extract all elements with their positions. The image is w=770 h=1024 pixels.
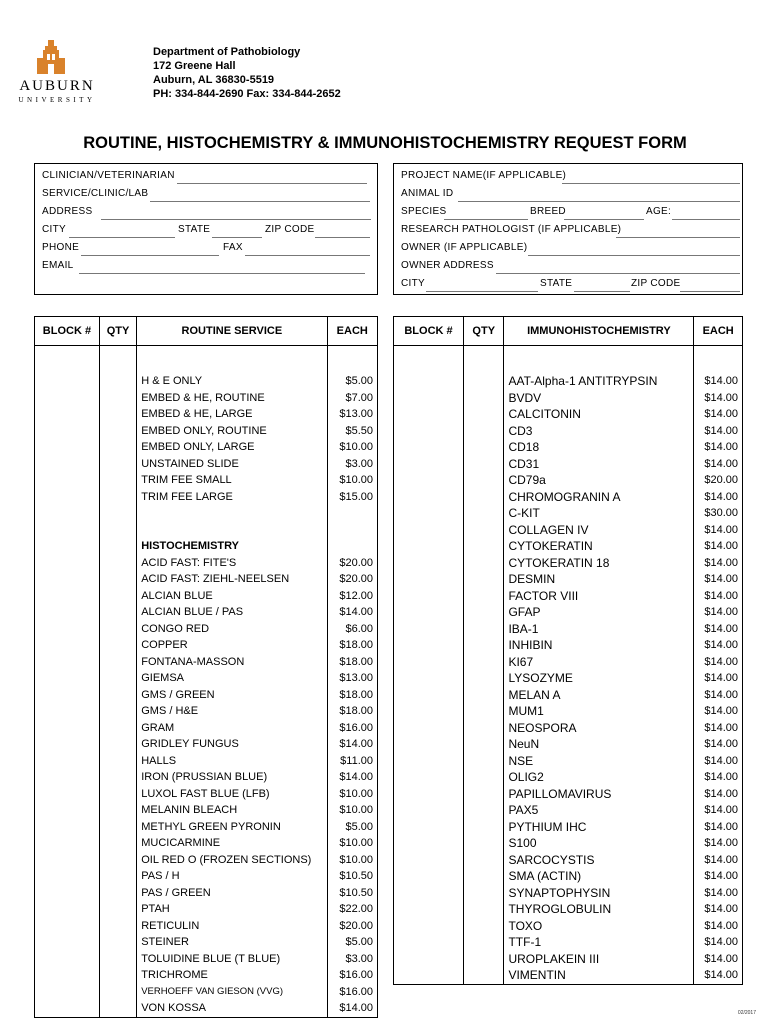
ihc-price: $14.00 — [704, 457, 738, 470]
ihc-item: S100 — [508, 836, 537, 850]
block-header: BLOCK # — [35, 317, 100, 346]
email-label: EMAIL — [42, 260, 74, 271]
histochemistry-price: $16.00 — [339, 721, 373, 734]
address-label: ADDRESS — [42, 206, 93, 217]
ihc-item: SYNAPTOPHYSIN — [508, 885, 611, 900]
histochemistry-price: $16.00 — [339, 969, 373, 981]
fax-field[interactable] — [245, 255, 370, 256]
block-column-cell[interactable] — [35, 346, 100, 1018]
clinician-info-box — [34, 163, 378, 295]
histochemistry-price: $20.00 — [339, 556, 373, 569]
spacer-row — [328, 538, 377, 555]
histochemistry-price: $10.00 — [339, 804, 373, 816]
ihc-item: MELAN A — [508, 687, 561, 702]
department-address — [153, 45, 341, 101]
logo-wordmark: AUBURN — [19, 78, 95, 94]
ihc-item: CD18 — [508, 440, 540, 454]
ihc-item: CHROMOGRANIN A — [508, 489, 621, 504]
ihc-item: UROPLAKEIN III — [508, 951, 600, 966]
ihc-price: $14.00 — [704, 655, 738, 668]
ihc-price: $14.00 — [704, 936, 738, 948]
histochemistry-price: $14.00 — [339, 738, 373, 750]
ihc-price: $14.00 — [704, 705, 738, 717]
ihc-item: PAX5 — [508, 803, 539, 817]
state-field[interactable] — [212, 237, 262, 238]
ihc-price: $14.00 — [704, 606, 738, 618]
ihc-price: $14.00 — [704, 837, 738, 849]
pathologist-field[interactable] — [616, 237, 740, 238]
routine-service-price: $5.50 — [345, 424, 373, 437]
histochemistry-item: PAS / H — [141, 870, 180, 882]
ihc-price-list — [694, 346, 743, 985]
ihc-price: $14.00 — [704, 787, 738, 800]
histochemistry-price: $20.00 — [339, 573, 373, 585]
ihc-item: CD3 — [508, 423, 533, 438]
histochemistry-price: $14.00 — [339, 1002, 373, 1014]
project-info-box — [393, 163, 743, 295]
spacer-row — [137, 522, 326, 539]
histochemistry-item: METHYL GREEN PYRONIN — [141, 820, 281, 833]
histochemistry-price: $3.00 — [345, 952, 373, 965]
ihc-item: PYTHIUM IHC — [508, 819, 587, 834]
routine-service-item: EMBED ONLY, ROUTINE — [141, 424, 267, 437]
owner-city-field[interactable] — [426, 291, 538, 292]
histochemistry-price: $22.00 — [339, 903, 373, 915]
ihc-block-column-cell[interactable] — [394, 346, 464, 985]
ihc-price: $14.00 — [704, 672, 738, 684]
ihc-item: THYROGLOBULIN — [508, 902, 612, 916]
ihc-price: $14.00 — [704, 408, 738, 420]
ihc-price: $14.00 — [704, 556, 738, 569]
ihc-item: KI67 — [508, 654, 534, 669]
histochemistry-price: $18.00 — [339, 705, 373, 717]
histochemistry-price: $11.00 — [340, 754, 373, 767]
ihc-price: $14.00 — [704, 375, 738, 387]
qty-column-cell[interactable] — [99, 346, 136, 1018]
ihc-item: CD79a — [508, 473, 546, 487]
ihc-price: $14.00 — [704, 573, 738, 585]
ihc-item: TOXO — [508, 918, 543, 933]
city-field[interactable] — [69, 237, 175, 238]
breed-label: BREED — [530, 206, 566, 217]
histochemistry-item: CONGO RED — [141, 622, 210, 635]
owner-state-label: STATE — [540, 278, 573, 289]
ihc-price: $14.00 — [704, 952, 738, 965]
histochemistry-item: GMS / H&E — [141, 705, 199, 717]
routine-service-item: TRIM FEE LARGE — [141, 490, 233, 503]
state-label: STATE — [178, 224, 211, 235]
department-name: Department of Pathobiology — [153, 46, 301, 58]
service-label: SERVICE/CLINIC/LAB — [42, 188, 149, 199]
ihc-price: $14.00 — [704, 490, 738, 503]
histochemistry-item: OIL RED O (FROZEN SECTIONS) — [141, 853, 312, 866]
histochemistry-item: PAS / GREEN — [141, 886, 211, 899]
phone-label: PHONE — [42, 242, 80, 253]
owner-address-field[interactable] — [496, 273, 740, 274]
age-field[interactable] — [672, 219, 740, 220]
histochemistry-item: ACID FAST: FITE'S — [141, 556, 237, 569]
ihc-price: $14.00 — [704, 886, 738, 899]
animal-id-label: ANIMAL ID — [401, 188, 454, 199]
ihc-item: VIMENTIN — [508, 968, 566, 982]
logo-subtitle: UNIVERSITY — [18, 96, 96, 104]
histochemistry-item: IRON (PRUSSIAN BLUE) — [141, 771, 268, 783]
histochemistry-price: $10.50 — [339, 886, 373, 899]
animal-id-field[interactable] — [458, 201, 740, 202]
spacer-row — [328, 505, 377, 522]
qty-header: QTY — [99, 317, 136, 346]
histochemistry-item: TOLUIDINE BLUE (T BLUE) — [141, 952, 281, 965]
ihc-item: PAPILLOMAVIRUS — [508, 786, 612, 801]
histochemistry-item: VERHOEFF VAN GIESON (VVG) — [141, 985, 284, 997]
service-field[interactable] — [150, 201, 370, 202]
ihc-item: CALCITONIN — [508, 407, 581, 421]
fax-label: FAX — [223, 242, 243, 253]
histochemistry-item: ALCIAN BLUE — [141, 589, 213, 602]
age-label: AGE: — [646, 206, 672, 217]
ihc-item: CD31 — [508, 456, 540, 471]
clinician-label: CLINICIAN/VETERINARIAN — [42, 170, 175, 181]
ihc-table — [393, 316, 743, 985]
histochemistry-item: ALCIAN BLUE / PAS — [141, 606, 244, 618]
ihc-price: $14.00 — [704, 754, 738, 767]
ihc-item: NSE — [508, 753, 534, 768]
histochemistry-item: FONTANA-MASSON — [141, 655, 245, 668]
routine-service-item: EMBED ONLY, LARGE — [141, 441, 255, 453]
ihc-item: IBA-1 — [508, 621, 539, 636]
histochemistry-item: HALLS — [141, 754, 177, 767]
ihc-item: FACTOR VIII — [508, 588, 579, 603]
histochemistry-price: $10.00 — [339, 787, 373, 800]
histochemistry-header: HISTOCHEMISTRY — [141, 540, 240, 552]
histochemistry-price: $18.00 — [339, 639, 373, 651]
ihc-price: $14.00 — [704, 523, 738, 536]
histochemistry-price: $20.00 — [339, 919, 373, 932]
ihc-price: $14.00 — [704, 903, 738, 915]
histochemistry-item: MUCICARMINE — [141, 837, 221, 849]
ihc-item: AAT-Alpha-1 ANTITRYPSIN — [508, 374, 658, 388]
zip-label: ZIP CODE — [265, 224, 315, 235]
ihc-price: $14.00 — [704, 540, 738, 552]
histochemistry-price: $10.50 — [339, 870, 373, 882]
routine-service-item: UNSTAINED SLIDE — [141, 457, 239, 470]
ihc-qty-header: QTY — [464, 317, 504, 346]
ihc-item: DESMIN — [508, 572, 556, 586]
histochemistry-price: $12.00 — [339, 589, 373, 602]
ihc-item: BVDV — [508, 390, 542, 405]
ihc-price: $14.00 — [704, 870, 738, 882]
ihc-item: SMA (ACTIN) — [508, 869, 582, 883]
ihc-price: $14.00 — [704, 969, 738, 981]
ihc-block-header: BLOCK # — [394, 317, 464, 346]
ihc-item: LYSOZYME — [508, 671, 573, 685]
routine-service-list — [137, 346, 327, 1018]
owner-address-label: OWNER ADDRESS — [401, 260, 494, 271]
footer-date: 02/2017 — [737, 1010, 756, 1016]
spacer-row — [137, 505, 326, 522]
histochemistry-item: ACID FAST: ZIEHL-NEELSEN — [141, 573, 290, 585]
department-city: Auburn, AL 36830-5519 — [153, 74, 275, 86]
ihc-item: NeuN — [508, 737, 540, 751]
routine-service-price: $5.00 — [345, 375, 373, 387]
routine-service-item: EMBED & HE, LARGE — [141, 408, 253, 420]
ihc-item: MUM1 — [508, 704, 544, 718]
ihc-item: CYTOKERATIN 18 — [508, 555, 610, 570]
owner-zip-label: ZIP CODE — [631, 278, 681, 289]
histochemistry-price: $14.00 — [339, 606, 373, 618]
owner-zip-field[interactable] — [680, 291, 740, 292]
ihc-price: $14.00 — [704, 688, 738, 701]
histochemistry-item: LUXOL FAST BLUE (LFB) — [141, 787, 270, 800]
spacer-row — [328, 522, 377, 539]
ihc-item: GFAP — [508, 605, 541, 619]
ihc-price: $14.00 — [704, 441, 738, 453]
ihc-item: INHIBIN — [508, 638, 553, 652]
histochemistry-item: GRAM — [141, 721, 175, 734]
ihc-service-list — [504, 346, 694, 985]
project-label: PROJECT NAME(IF APPLICABLE) — [401, 170, 567, 181]
histochemistry-price: $10.00 — [339, 853, 373, 866]
breed-field[interactable] — [564, 219, 644, 220]
each-header: EACH — [327, 317, 377, 346]
department-street: 172 Greene Hall — [153, 60, 236, 72]
ihc-price: $20.00 — [704, 474, 738, 486]
histochemistry-item: GIEMSA — [141, 672, 185, 684]
histochemistry-price: $5.00 — [345, 820, 373, 833]
clinician-field[interactable] — [177, 183, 367, 184]
ihc-price: $14.00 — [704, 589, 738, 602]
histochemistry-item: PTAH — [141, 903, 170, 915]
ihc-item: C-KIT — [508, 506, 540, 520]
histochemistry-item: MELANIN BLEACH — [141, 804, 238, 816]
routine-service-item: H & E ONLY — [141, 375, 203, 387]
routine-service-price: $3.00 — [345, 457, 373, 470]
email-field[interactable] — [79, 273, 365, 274]
ihc-price: $14.00 — [704, 738, 738, 750]
ihc-service-header: IMMUNOHISTOCHEMISTRY — [504, 317, 694, 346]
ihc-price: $14.00 — [704, 820, 738, 833]
project-field[interactable] — [562, 183, 740, 184]
ihc-item: SARCOCYSTIS — [508, 852, 595, 867]
routine-service-item: EMBED & HE, ROUTINE — [141, 391, 265, 404]
ihc-price: $14.00 — [704, 424, 738, 437]
routine-service-price: $10.00 — [339, 474, 373, 486]
ihc-item: TTF-1 — [508, 935, 542, 949]
ihc-each-header: EACH — [694, 317, 743, 346]
ihc-price: $14.00 — [704, 639, 738, 651]
owner-field[interactable] — [528, 255, 740, 256]
histochemistry-price: $13.00 — [339, 672, 373, 684]
ihc-price: $30.00 — [704, 507, 738, 519]
city-label: CITY — [42, 224, 66, 235]
histochemistry-price: $10.00 — [339, 837, 373, 849]
routine-service-header: ROUTINE SERVICE — [137, 317, 327, 346]
ihc-price: $14.00 — [704, 721, 738, 734]
ihc-item: NEOSPORA — [508, 720, 577, 735]
routine-service-price: $15.00 — [339, 490, 373, 503]
ihc-item: COLLAGEN IV — [508, 522, 589, 537]
histochemistry-item: STEINER — [141, 936, 189, 948]
histochemistry-price: $6.00 — [345, 622, 373, 635]
species-label: SPECIES — [401, 206, 447, 217]
routine-service-price: $13.00 — [339, 408, 373, 420]
histochemistry-item: GMS / GREEN — [141, 688, 215, 701]
ihc-item: CYTOKERATIN — [508, 539, 593, 553]
ihc-price: $14.00 — [704, 622, 738, 635]
ihc-price: $14.00 — [704, 391, 738, 404]
routine-service-price: $7.00 — [345, 391, 373, 404]
histochemistry-item: GRIDLEY FUNGUS — [141, 738, 239, 750]
form-title: ROUTINE, HISTOCHEMISTRY & IMMUNOHISTOCHEMISTRY REQUEST FORM — [83, 134, 687, 152]
histochemistry-item: RETICULIN — [141, 919, 200, 932]
histochemistry-price: $16.00 — [339, 985, 373, 998]
histochemistry-price: $18.00 — [339, 688, 373, 701]
owner-state-field[interactable] — [574, 291, 630, 292]
ihc-price: $14.00 — [704, 919, 738, 932]
pathologist-label: RESEARCH PATHOLOGIST (IF APPLICABLE) — [401, 224, 622, 235]
histochemistry-price: $14.00 — [339, 771, 373, 783]
owner-label: OWNER (IF APPLICABLE) — [401, 242, 528, 253]
histochemistry-price: $18.00 — [339, 655, 373, 668]
ihc-price: $14.00 — [704, 771, 738, 783]
histochemistry-item: VON KOSSA — [141, 1002, 207, 1014]
routine-service-item: TRIM FEE SMALL — [141, 474, 232, 486]
ihc-price: $14.00 — [704, 853, 738, 866]
routine-service-price: $10.00 — [339, 441, 373, 453]
owner-city-label: CITY — [401, 278, 425, 289]
histochemistry-item: TRICHROME — [141, 969, 208, 981]
phone-field[interactable] — [81, 255, 219, 256]
histochemistry-price: $5.00 — [345, 936, 373, 948]
ihc-price: $14.00 — [704, 804, 738, 816]
address-field[interactable] — [101, 219, 371, 220]
zip-field[interactable] — [315, 237, 370, 238]
routine-price-list — [327, 346, 377, 1018]
histochemistry-item: COPPER — [141, 639, 188, 651]
species-field[interactable] — [444, 219, 528, 220]
routine-service-table — [34, 316, 378, 1018]
ihc-item: OLIG2 — [508, 770, 544, 784]
department-phone-fax: PH: 334-844-2690 Fax: 334-844-2652 — [153, 88, 341, 100]
ihc-qty-column-cell[interactable] — [464, 346, 504, 985]
